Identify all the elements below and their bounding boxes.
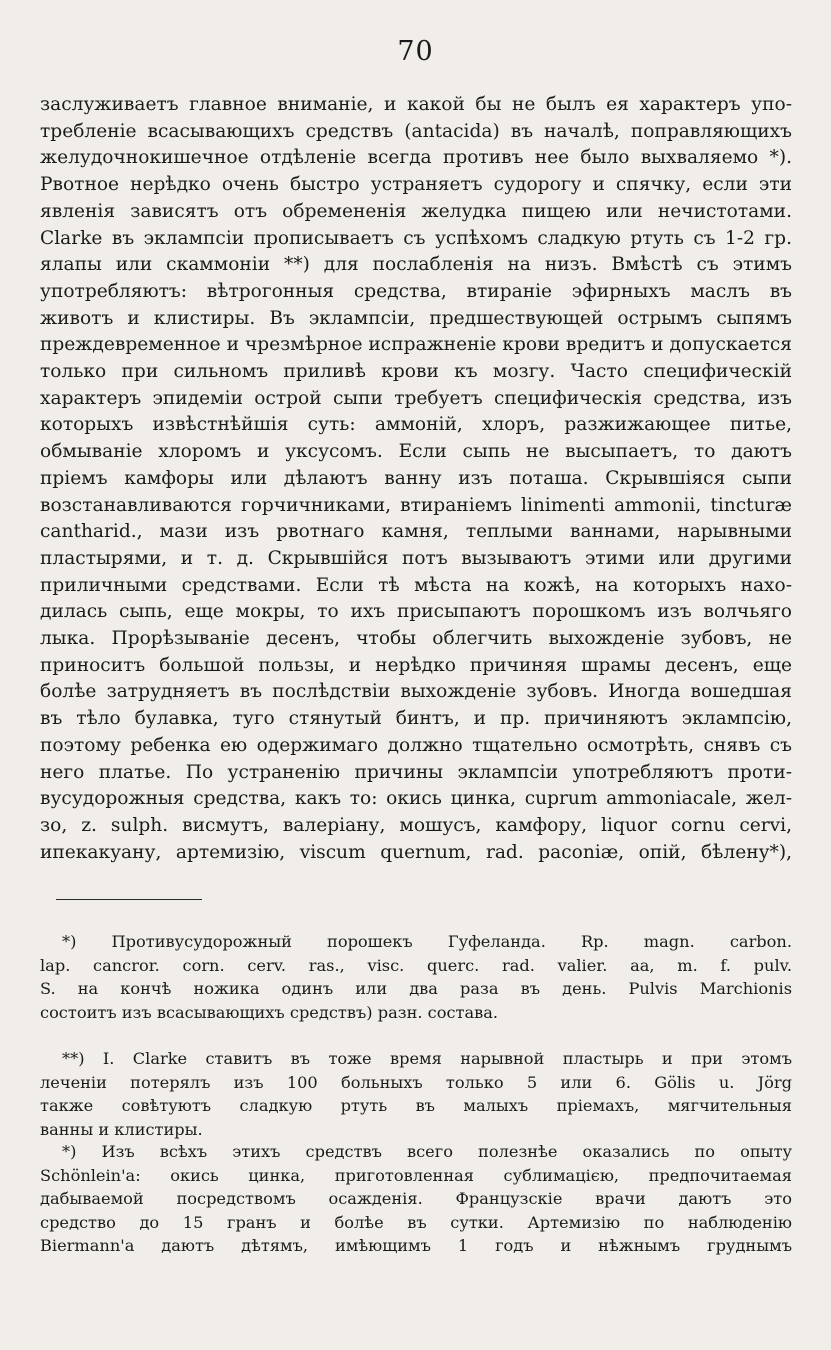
- footnote-3: [40, 1140, 792, 1258]
- footnote-line: lap. cancror. corn. cerv. ras., visc. querc. rad. valier. aa, m. f. pulv.: [40, 955, 792, 975]
- text-line: ипекакуану, артемизію, viscum quernum, rad. paconiæ, опій, бѣлену*),: [40, 841, 792, 863]
- footnote-line: ванны и клистиры.: [40, 1119, 203, 1139]
- text-line: поэтому ребенка ею одержимаго должно тщательно осмотрѣть, снявъ съ: [40, 734, 792, 756]
- text-line: заслуживаетъ главное вниманіе, и какой бы не былъ ея характеръ упо-: [40, 94, 792, 115]
- text-line: вусудорожныя средства, какъ то: окись цинка, cuprum ammoniacale, жел-: [40, 788, 792, 810]
- text-line: животъ и клистиры. Въ эклампсіи, предшествующей острымъ сыпямъ: [40, 307, 792, 329]
- footnote-line: S. на кончѣ ножика одинъ или два раза въ день. Pulvis Marchionis: [40, 979, 792, 999]
- text-line: приноситъ большой пользы, и нерѣдко причиняя шрамы десенъ, еще: [40, 654, 792, 676]
- text-line: возстанавливаются горчичниками, втираніемъ linimenti ammonii, tincturæ: [40, 494, 792, 516]
- text-line: требленіе всасывающихъ средствъ (antacida) въ началѣ, поправляющихъ: [40, 120, 792, 142]
- text-line: желудочнокишечное отдѣленіе всегда противъ нее было выхваляемо *).: [40, 147, 792, 169]
- text-line: Clarke въ эклампсіи прописываетъ съ успѣхомъ сладкую ртуть съ 1-2 гр.: [40, 227, 792, 249]
- text-line: cantharid., мази изъ рвотнаго камня, теплыми ваннами, нарывными: [40, 521, 792, 543]
- text-line: дилась сыпь, еще мокры, то ихъ присыпаютъ порошкомъ изъ волчьяго: [40, 601, 792, 623]
- footnote-line: состоитъ изъ всасывающихъ средствъ) разн. состава.: [40, 1002, 499, 1022]
- text-line: явленія зависятъ отъ обремененія желудка пищею или нечистотами.: [40, 200, 792, 222]
- main-text-block: [40, 92, 792, 866]
- text-line: него платье. По устраненію причины эклампсіи употребляютъ проти-: [40, 761, 792, 783]
- footnote-1: [40, 930, 792, 1024]
- text-line: преждевременное и чрезмѣрное испражненіе крови вредитъ и допускается: [40, 334, 792, 356]
- footnote-line: леченіи потерялъ изъ 100 больныхъ только 5 или 6. Gölis u. Jörg: [40, 1072, 792, 1092]
- footnote-divider: [56, 899, 202, 900]
- text-line: въ тѣло булавка, туго стянутый бинтъ, и пр. причиняютъ эклампсію,: [40, 708, 792, 730]
- text-line: которыхъ извѣстнѣйшія суть: аммоній, хлоръ, разжижающее питье,: [40, 414, 792, 436]
- text-line: болѣе затрудняетъ въ послѣдствіи выхожденіе зубовъ. Иногда вошедшая: [40, 681, 792, 703]
- footnote-2: [40, 1047, 792, 1141]
- footnote-line: дабываемой посредствомъ осажденія. Французскіе врачи даютъ это: [40, 1189, 792, 1209]
- text-line: зо, z. sulph. висмутъ, валеріану, мошусъ, камфору, liquor cornu cervi,: [40, 814, 792, 836]
- footnote-line: Biermann'а даютъ дѣтямъ, имѣющимъ 1 годъ и нѣжнымъ груднымъ: [40, 1236, 792, 1256]
- text-line: характеръ эпидеміи острой сыпи требуетъ специфическія средства, изъ: [40, 387, 792, 409]
- footnote-line: **) I. Clarke ставитъ въ тоже время нарывной пластырь и при этомъ: [62, 1049, 792, 1068]
- text-line: пріемъ камфоры или дѣлаютъ ванну изъ поташа. Скрывшіяся сыпи: [40, 467, 792, 489]
- page-number: 70: [397, 36, 434, 67]
- text-line: Рвотное нерѣдко очень быстро устраняетъ судорогу и спячку, если эти: [40, 174, 792, 196]
- text-line: лыка. Прорѣзываніе десенъ, чтобы облегчить выхожденіе зубовъ, не: [40, 628, 792, 650]
- footnote-line: *) Изъ всѣхъ этихъ средствъ всего полезнѣе оказались по опыту: [62, 1142, 792, 1161]
- text-line: обмываніе хлоромъ и уксусомъ. Если сыпь не высыпаетъ, то даютъ: [40, 441, 792, 463]
- footnote-line: также совѣтуютъ сладкую ртуть въ малыхъ пріемахъ, мягчительныя: [40, 1096, 792, 1116]
- text-line: приличными средствами. Если тѣ мѣста на кожѣ, на которыхъ нахо-: [40, 574, 792, 596]
- text-line: ялапы или скаммоніи **) для послабленія на низъ. Вмѣстѣ съ этимъ: [40, 254, 792, 276]
- footnote-line: *) Противусудорожный порошекъ Гуфеланда. Rp. magn. carbon.: [62, 932, 792, 951]
- text-line: только при сильномъ приливѣ крови къ мозгу. Часто специфическій: [40, 361, 792, 383]
- text-line: употребляютъ: вѣтрогонныя средства, втираніе эфирныхъ маслъ въ: [40, 280, 792, 302]
- text-line: пластырями, и т. д. Скрывшійся потъ вызываютъ этими или другими: [40, 547, 792, 569]
- footnote-line: Schönlein'а: окись цинка, приготовленная сублимацією, предпочитаемая: [40, 1165, 792, 1185]
- footnote-line: средство до 15 гранъ и болѣе въ сутки. Артемизію по наблюденію: [40, 1212, 792, 1232]
